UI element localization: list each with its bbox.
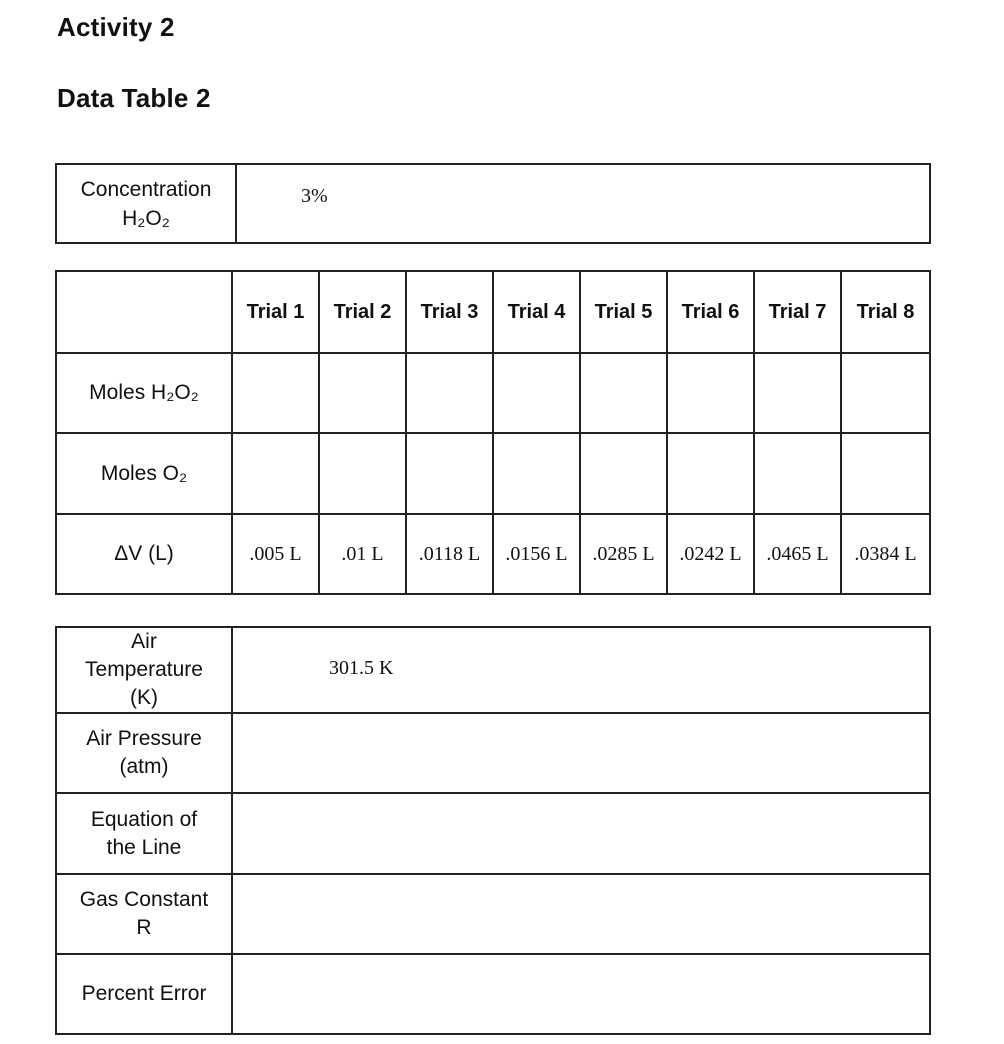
delta-v-cell[interactable]: .0285 L	[580, 514, 667, 594]
constants-table	[55, 626, 931, 1035]
label-line: R	[136, 916, 152, 939]
data-cell[interactable]	[406, 353, 493, 433]
delta-v-cell[interactable]: .0118 L	[406, 514, 493, 594]
table-row	[56, 627, 930, 713]
trial-header: Trial 5	[580, 271, 667, 353]
data-cell[interactable]	[319, 433, 406, 514]
air-temperature-value[interactable]: 301.5 K	[232, 627, 930, 713]
data-cell[interactable]	[232, 353, 319, 433]
table-row	[56, 713, 930, 793]
equation-of-line-value[interactable]	[232, 793, 930, 874]
data-cell[interactable]	[406, 433, 493, 514]
moles-h2o2-label: Moles H₂O₂	[56, 353, 232, 433]
data-cell[interactable]	[754, 433, 841, 514]
delta-v-cell[interactable]: .0384 L	[841, 514, 930, 594]
trial-header: Trial 2	[319, 271, 406, 353]
concentration-label	[56, 164, 236, 243]
trial-header: Trial 8	[841, 271, 930, 353]
label-line: Equation of	[90, 807, 198, 831]
label-line: Temperature	[85, 658, 203, 681]
data-cell[interactable]	[667, 433, 754, 514]
concentration-table	[55, 163, 931, 244]
air-pressure-value[interactable]	[232, 713, 930, 793]
data-cell[interactable]	[667, 353, 754, 433]
data-cell[interactable]	[841, 433, 930, 514]
label-line: Air Pressure	[86, 727, 202, 750]
delta-v-cell[interactable]: .0242 L	[667, 514, 754, 594]
table-row	[56, 514, 930, 594]
trial-header: Trial 3	[406, 271, 493, 353]
delta-v-cell[interactable]: .0156 L	[493, 514, 580, 594]
trial-header: Trial 7	[754, 271, 841, 353]
percent-error-label	[56, 954, 232, 1034]
label-line: (K)	[130, 686, 158, 709]
trials-corner-cell	[56, 271, 232, 353]
trials-table	[55, 270, 931, 595]
trial-header: Trial 1	[232, 271, 319, 353]
air-pressure-label	[56, 713, 232, 793]
data-cell[interactable]	[580, 353, 667, 433]
gas-constant-label	[56, 874, 232, 954]
label-line: Percent Error	[81, 982, 207, 1005]
label-line: Gas Constant	[79, 888, 209, 911]
concentration-value[interactable]: 3%	[236, 164, 930, 243]
data-cell[interactable]	[841, 353, 930, 433]
trial-header: Trial 4	[493, 271, 580, 353]
data-cell[interactable]	[232, 433, 319, 514]
delta-v-cell[interactable]: .01 L	[319, 514, 406, 594]
table-row	[56, 954, 930, 1034]
label-line: the Line	[106, 835, 182, 859]
data-cell[interactable]	[319, 353, 406, 433]
percent-error-value[interactable]	[232, 954, 930, 1034]
data-cell[interactable]	[580, 433, 667, 514]
data-cell[interactable]	[754, 353, 841, 433]
label-line: (atm)	[119, 755, 169, 778]
air-temperature-label	[56, 627, 232, 713]
trial-header: Trial 6	[667, 271, 754, 353]
moles-o2-label: Moles O₂	[56, 433, 232, 514]
table-row	[56, 793, 930, 874]
concentration-label-line2: H₂O₂	[122, 206, 170, 230]
data-cell[interactable]	[493, 433, 580, 514]
label-line: Air	[131, 630, 157, 653]
concentration-label-line1: Concentration	[80, 177, 212, 201]
activity-title: Activity 2	[57, 12, 175, 42]
table-row	[56, 874, 930, 954]
equation-of-line-label	[56, 793, 232, 874]
data-table-title: Data Table 2	[57, 83, 211, 113]
table-row	[56, 433, 930, 514]
delta-v-cell[interactable]: .0465 L	[754, 514, 841, 594]
delta-v-cell[interactable]: .005 L	[232, 514, 319, 594]
delta-v-label: ΔV (L)	[56, 514, 232, 594]
gas-constant-value[interactable]	[232, 874, 930, 954]
table-row	[56, 353, 930, 433]
data-cell[interactable]	[493, 353, 580, 433]
